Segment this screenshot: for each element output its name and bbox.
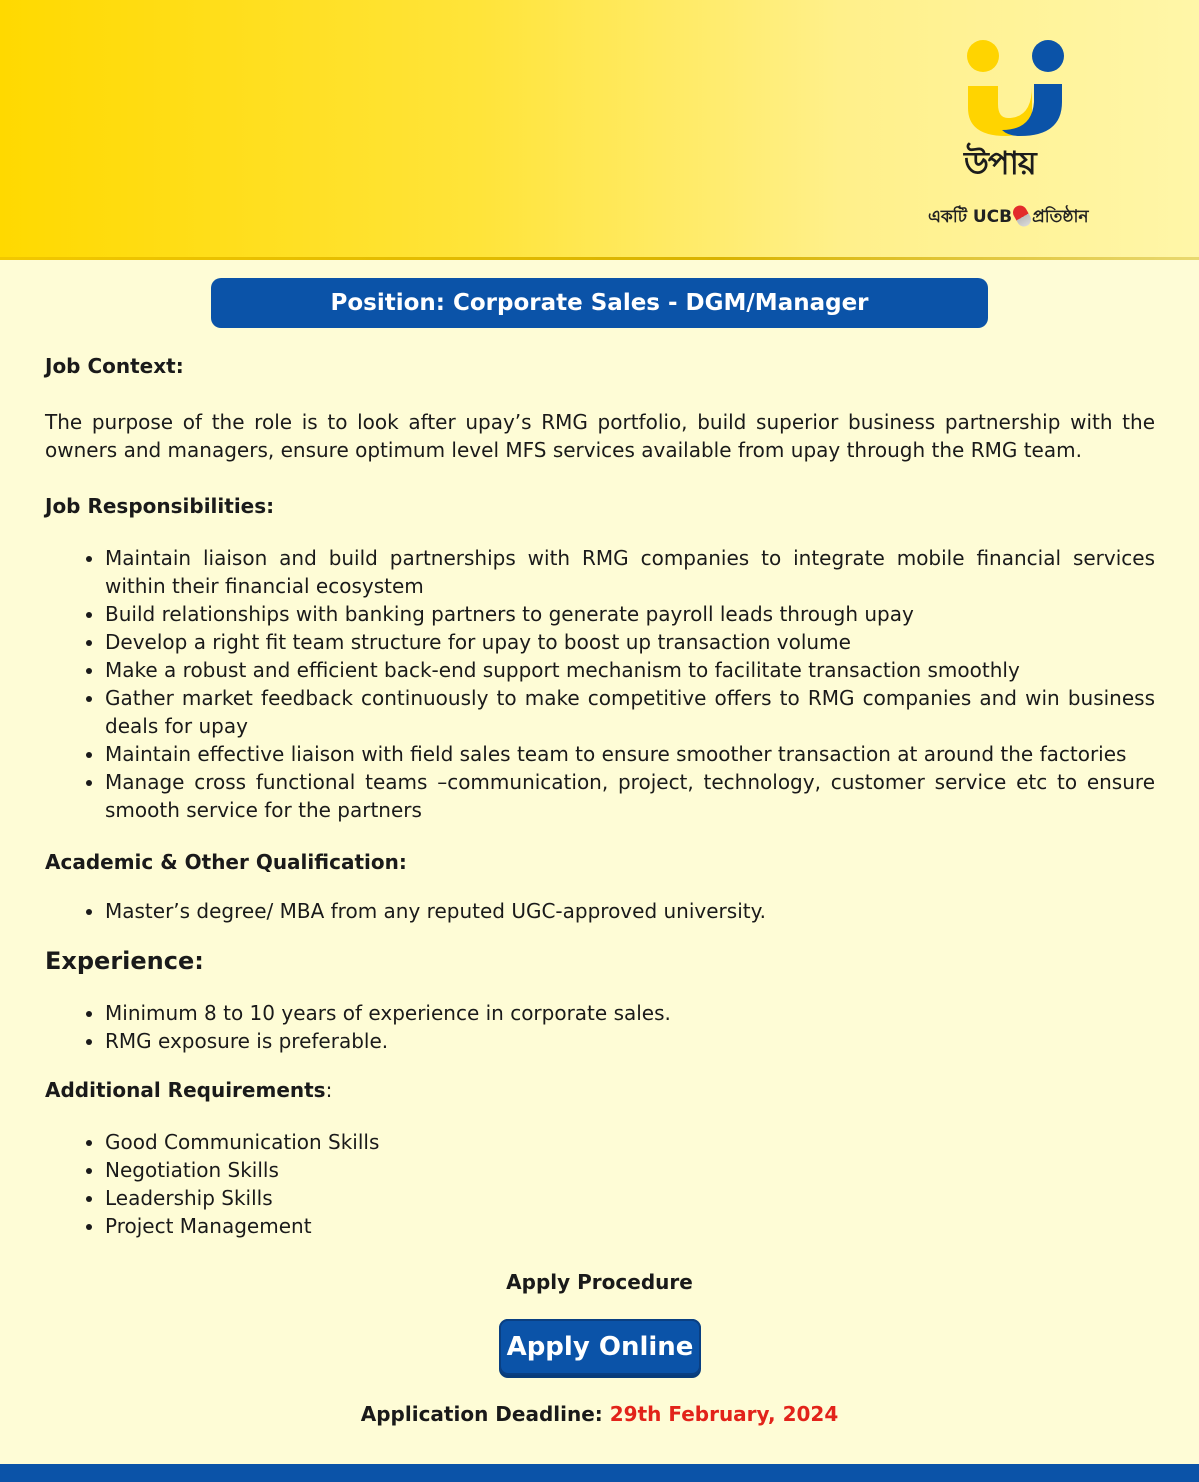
responsibilities-list: [45, 544, 1155, 824]
upay-logo: [928, 38, 1108, 238]
logo-tagline: [928, 204, 1089, 232]
responsibilities-heading: Job Responsibilities:: [45, 494, 275, 518]
tagline-suffix: প্রতিষ্ঠান: [1032, 207, 1089, 227]
apply-online-button[interactable]: Apply Online: [499, 1319, 701, 1375]
qualification-list: [45, 897, 1155, 925]
list-item: • Good Communication Skills: [105, 1128, 1155, 1156]
additional-heading: [45, 1076, 1155, 1104]
position-title: Position: Corporate Sales - DGM/Manager: [211, 278, 988, 328]
list-item: • Build relationships with banking partners to generate payroll leads through upay: [105, 600, 1155, 628]
list-item: • RMG exposure is preferable.: [105, 1027, 1155, 1055]
additional-heading-colon: :: [325, 1078, 333, 1102]
list-item: • Develop a right fit team structure for upay to boost up transaction volume: [105, 628, 1155, 656]
additional-heading-text: Additional Requirements: [45, 1078, 326, 1102]
footer-bar: [0, 1464, 1199, 1482]
experience-list: [45, 999, 1155, 1055]
logo-wordmark: উপায়: [964, 144, 1036, 182]
list-item: • Make a robust and efficient back-end support mechanism to facilitate transaction smoothly: [105, 656, 1155, 684]
list-item: • Minimum 8 to 10 years of experience in corporate sales.: [105, 999, 1155, 1027]
list-item: • Maintain effective liaison with field sales team to ensure smoother transaction at around the factories: [105, 740, 1155, 768]
tagline-prefix: একটি UCB: [928, 207, 1013, 227]
deadline-label: Application Deadline:: [360, 1402, 603, 1426]
banner-divider: [0, 257, 1199, 260]
upay-symbol-icon: [928, 38, 1108, 148]
job-context-heading: Job Context:: [45, 354, 184, 378]
application-deadline: [0, 1402, 1199, 1426]
list-item: • Leadership Skills: [105, 1184, 1155, 1212]
list-item: • Gather market feedback continuously to make competitive offers to RMG companies and win business deals for upay: [105, 684, 1155, 740]
list-item: • Master’s degree/ MBA from any reputed UGC-approved university.: [105, 897, 1155, 925]
qualification-heading: Academic & Other Qualification:: [45, 850, 407, 874]
additional-list: [45, 1128, 1155, 1240]
job-context-text: The purpose of the role is to look after upay’s RMG portfolio, build superior business partnership with the owners and managers, ensure optimum level MFS services available from upay through the RMG team.: [45, 410, 1155, 462]
apply-procedure-label: Apply Procedure: [506, 1270, 693, 1294]
list-item: • Project Management: [105, 1212, 1155, 1240]
list-item: • Manage cross functional teams –communication, project, technology, customer service etc to ensure smooth service for the partners: [105, 768, 1155, 824]
list-item: • Negotiation Skills: [105, 1156, 1155, 1184]
ucb-pill-icon: [1011, 203, 1034, 229]
deadline-date: 29th February, 2024: [609, 1402, 839, 1426]
experience-heading: Experience:: [45, 947, 204, 975]
list-item: • Maintain liaison and build partnerships with RMG companies to integrate mobile financial services within their financial ecosystem: [105, 544, 1155, 600]
job-description: [45, 352, 1155, 1240]
